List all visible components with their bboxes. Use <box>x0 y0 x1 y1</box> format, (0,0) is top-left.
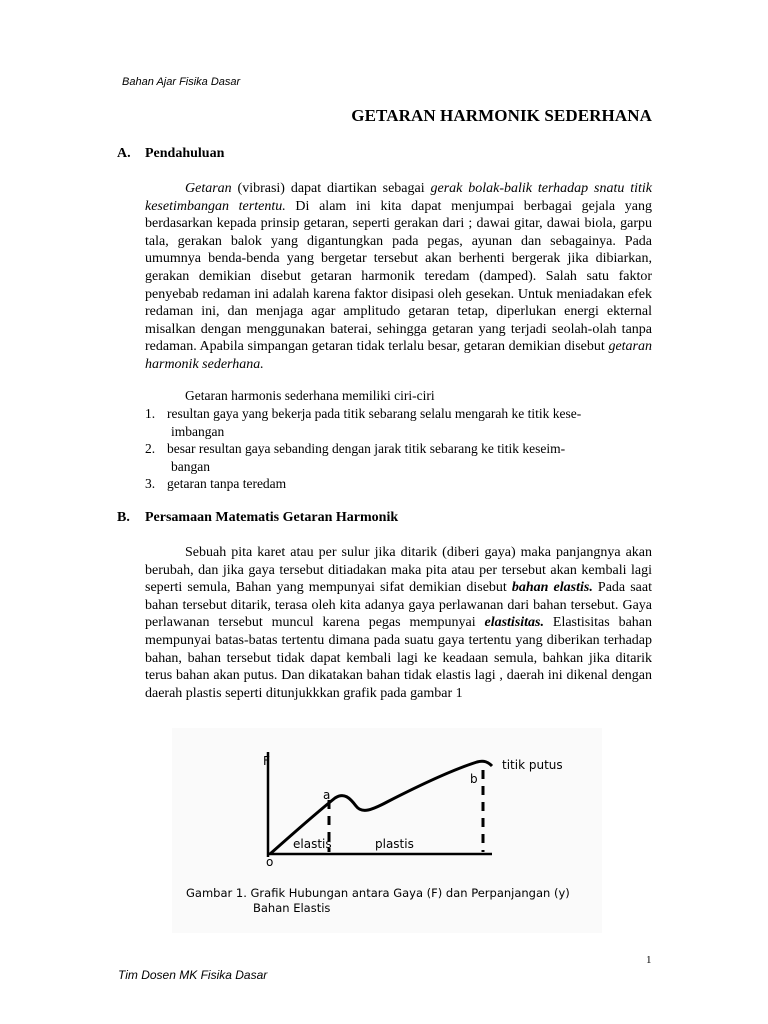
list-item <box>145 405 652 440</box>
point-b-label: b <box>470 772 478 786</box>
term-bahan-elastis: bahan elastis. <box>511 580 593 596</box>
list-item-text-continued: imbangan <box>171 423 225 439</box>
list-item-number: 1. <box>145 406 156 421</box>
elastic-region-label: elastis <box>293 837 332 851</box>
breaking-point-label: titik putus <box>502 758 563 772</box>
figure-caption <box>186 886 570 916</box>
characteristics-intro: Getaran harmonis sederhana memiliki ciri-ciri <box>185 388 435 403</box>
term-getaran-harmonik-sederhana: getaran harmonik sederhana. <box>145 339 652 372</box>
paragraph-text: Sebuah pita karet atau per sulur jika ditarik (diberi gaya) maka panjangnya akan berubah, dan jika gaya tersebut ditiadakan maka pita atau per tersebut akan kembali lagi seperti semula, Bahan yang mempunyai sifat demikian disebut <box>145 545 652 596</box>
list-item-number: 2. <box>145 441 156 457</box>
definition-italic: gerak bolak-balik terhadap snatu titik kesetimbangan tertentu. <box>145 181 653 214</box>
section-b-number: B. <box>117 510 130 525</box>
figure-caption-line: Gambar 1. Grafik Hubungan antara Gaya (F) dan Perpanjangan (y) <box>186 886 570 900</box>
plastic-region-label: plastis <box>375 837 414 851</box>
page-title: GETARAN HARMONIK SEDERHANA <box>351 106 652 125</box>
characteristics-list <box>145 405 652 493</box>
axis-label-f: F <box>263 754 270 768</box>
section-a-title: Pendahuluan <box>145 146 225 161</box>
list-item-number: 3. <box>145 476 156 492</box>
section-a-paragraph <box>145 180 652 374</box>
paragraph-text: Elastisitas bahan mempunyai batas-batas tertentu dimana pada suatu gaya tertentu yang diberikan terhadap bahan, bahan tersebut tidak dapat kembali lagi ke keadaan semula, bahkan jika ditarik terus bahan akan putus. Dan dikatakan bahan tidak elastis lagi , daerah ini dikenal dengan daerah plastis seperti ditunjukkkan grafik pada gambar 1 <box>145 615 652 701</box>
paragraph-text: (vibrasi) dapat diartikan sebagai <box>231 181 431 196</box>
list-item <box>145 475 652 493</box>
paragraph-text: Di alam ini kita dapat menjumpai berbagai gejala yang berdasarkan kepada prinsip getaran, seperti gerakan dari ; dawai gitar, dawai biola, garpu tala, gerakan balok yang digantungkan pada pegas, ayunan dan sebagainya. Pada umumnya benda-benda yang bergetar tersebut akan berhenti bergerak jika dibiarkan, gerakan demikian disebut getaran harmonik teredam (damped). Salah satu faktor penyebab redaman ini adalah karena faktor disipasi oleh gesekan. Untuk meniadakan efek redaman ini, dan menjaga agar amplitudo getaran tetap, diperlukan energi ekternal misalkan dengan menggunakan baterai, sehingga getaran yang terjadi seolah-olah tanpa redaman. Apabila simpangan getaran tidak terlalu besar, getaran demikian disebut <box>145 198 652 355</box>
section-a-number: A. <box>117 146 131 161</box>
paragraph-text: Pada saat bahan tersebut ditarik, terasa oleh kita adanya gaya perlawanan dari bahan tersebut. Gaya perlawanan tersebut muncul karena pegas mempunyai <box>145 580 652 631</box>
running-header: Bahan Ajar Fisika Dasar <box>122 76 241 88</box>
list-item-text-continued: bangan <box>171 458 210 474</box>
origin-label: o <box>266 855 274 869</box>
section-b-paragraph <box>145 544 652 702</box>
term-elastisitas: elastisitas. <box>484 615 544 631</box>
list-item <box>145 440 652 475</box>
page-number: 1 <box>646 954 652 966</box>
figure-caption-line: Bahan Elastis <box>253 901 331 915</box>
section-b-heading <box>117 510 398 526</box>
section-b-title: Persamaan Matematis Getaran Harmonik <box>145 510 399 525</box>
term-getaran: Getaran <box>185 181 232 196</box>
point-a-label: a <box>323 788 331 802</box>
list-item-text: getaran tanpa teredam <box>167 476 287 492</box>
running-footer: Tim Dosen MK Fisika Dasar <box>118 968 268 982</box>
list-item-text: besar resultan gaya sebanding dengan jarak titik sebarang ke titik keseim- <box>167 441 566 457</box>
section-a-heading <box>117 146 224 162</box>
list-item-text: resultan gaya yang bekerja pada titik sebarang selalu mengarah ke titik kese- <box>167 406 582 421</box>
